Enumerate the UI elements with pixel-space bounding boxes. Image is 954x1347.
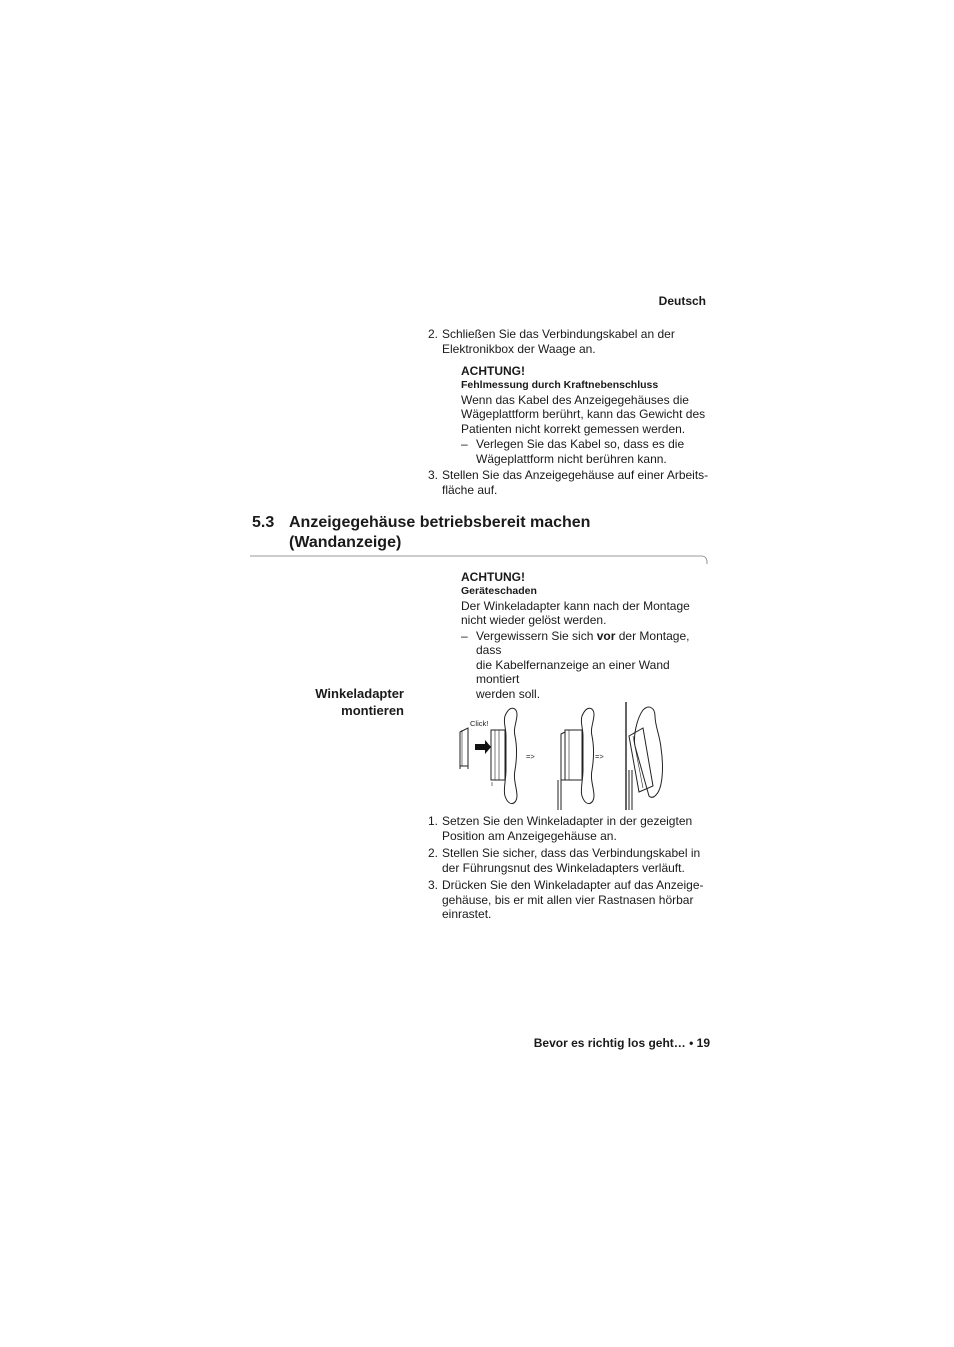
side-heading-line: Winkeladapter (315, 686, 404, 701)
dash-mark: – (461, 628, 468, 643)
step-text: Setzen Sie den Winkeladapter in der gezeigten (442, 814, 693, 828)
warning-subtitle: Geräteschaden (461, 584, 537, 597)
bullet-text: Wägeplattform nicht berühren kann. (476, 451, 667, 466)
warning-box-device-damage (461, 570, 716, 701)
side-heading (315, 686, 404, 719)
warning-text: Der Winkeladapter kann nach der Montage (461, 598, 690, 613)
step-text: Position am Anzeigegehäuse an. (442, 828, 617, 843)
bullet-text: werden soll. (476, 686, 541, 701)
language-label: Deutsch (658, 294, 706, 308)
step-number: 3. (427, 878, 438, 892)
mount-steps-list (422, 814, 717, 922)
click-label: Click! (470, 719, 489, 728)
step-text: der Führungsnut des Winkeladapters verläuft. (442, 860, 685, 875)
intro-step-2 (422, 327, 712, 356)
mounting-illustration (455, 700, 675, 812)
arrow-label: => (526, 752, 535, 761)
side-heading-line: montieren (341, 702, 404, 718)
section-title: (Wandanzeige) (289, 533, 402, 551)
step-text: Stellen Sie das Anzeigegehäuse auf einer Arbeits- (442, 468, 709, 482)
bullet-text: Verlegen Sie das Kabel so, dass es die (476, 437, 685, 451)
warning-text: Wägeplattform berührt, kann das Gewicht des (461, 407, 706, 421)
warning-subtitle: Fehlmessung durch Kraftnebenschluss (461, 378, 659, 391)
warning-text: Wenn das Kabel des Anzeigegehäuses die (461, 392, 689, 407)
section-rule (250, 552, 710, 566)
step-number: 2. (427, 846, 438, 860)
step-number: 3. (427, 468, 438, 482)
bullet-text-pre: Vergewissern Sie sich (476, 628, 597, 643)
warning-bullet (461, 437, 711, 466)
dash-mark: – (461, 437, 468, 451)
list-item (422, 846, 717, 875)
arrow-label: => (595, 752, 604, 761)
step-text: Stellen Sie sicher, dass das Verbindungskabel in (442, 846, 701, 860)
section-number: 5.3 (252, 514, 275, 531)
bullet-text: die Kabelfernanzeige an einer Wand montiert (476, 657, 670, 686)
bullet-text (476, 629, 716, 658)
step-text: Elektronikbox der Waage an. (442, 341, 596, 356)
step-number: 2. (427, 327, 438, 341)
page-footer: Bevor es richtig los geht… • 19 (533, 1036, 710, 1050)
step-text: fläche auf. (442, 482, 498, 497)
step-text: einrastet. (442, 907, 492, 921)
step-text: gehäuse, bis er mit allen vier Rastnasen hörbar (442, 892, 694, 907)
section-title: Anzeigegehäuse betriebsbereit machen (289, 514, 591, 531)
warning-box-measurement (461, 364, 711, 466)
step-text: Drücken Sie den Winkeladapter auf das Anzeige- (442, 878, 704, 892)
step-number: 1. (427, 814, 438, 828)
intro-step-3 (422, 468, 712, 497)
warning-bullet (461, 629, 716, 702)
warning-title: ACHTUNG! (461, 364, 525, 378)
warning-title: ACHTUNG! (461, 570, 525, 584)
bullet-text-emphasis: vor (596, 628, 616, 643)
list-item (422, 878, 717, 922)
step-text: Schließen Sie das Verbindungskabel an der (442, 327, 675, 341)
warning-text: nicht wieder gelöst werden. (461, 613, 607, 627)
list-item (422, 814, 717, 843)
bullet-text-post: der Montage, dass (476, 628, 690, 657)
warning-text: Patienten nicht korrekt gemessen werden. (461, 421, 686, 436)
